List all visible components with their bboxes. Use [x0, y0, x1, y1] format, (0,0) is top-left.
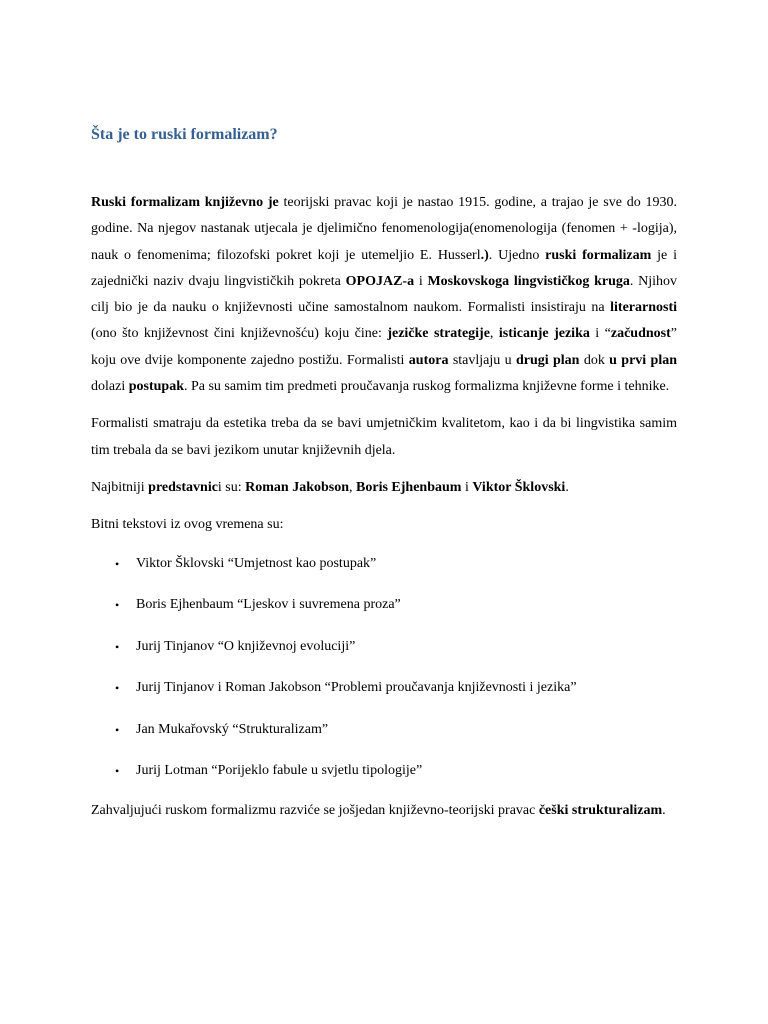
- bold-text-run: jezičke strategije: [387, 326, 490, 342]
- text-run: je i zajednički naziv dvaju lingvističkih pokreta: [91, 247, 677, 289]
- text-run: i: [414, 273, 428, 289]
- text-run: . Pa su samim tim predmeti proučavanja ruskog formalizma književne forme i tehnike.: [183, 379, 670, 395]
- text-run: dok: [579, 352, 610, 368]
- text-run: dolazi: [91, 379, 129, 395]
- list-item-text: Jurij Lotman “Porijeklo fabule u svjetlu tipologije”: [136, 763, 423, 779]
- text-run: .: [565, 479, 569, 495]
- bold-text-run: autora: [408, 352, 449, 368]
- bold-text-run: isticanje jezika: [498, 326, 590, 342]
- list-item: [91, 675, 677, 717]
- bold-text-run: Moskovskoga lingvističkog kruga: [427, 273, 630, 289]
- bullet-icon: •: [115, 639, 120, 654]
- text-run: i su:: [217, 479, 246, 495]
- text-run: ,: [489, 326, 499, 342]
- bold-text-run: Viktor Šklovski: [472, 479, 566, 495]
- bullet-icon: •: [115, 722, 120, 737]
- paragraph-representatives: [91, 475, 677, 501]
- bold-text-run: drugi plan: [515, 352, 580, 368]
- list-item-text: Jurij Tinjanov “O književnoj evoluciji”: [136, 638, 356, 654]
- bold-text-run: češki strukturalizam: [538, 802, 663, 818]
- list-item: [91, 717, 677, 759]
- paragraph-aesthetics: [91, 411, 677, 464]
- text-run: i “: [589, 326, 611, 342]
- text-run: .: [662, 802, 666, 818]
- bold-text-run: postupak: [128, 379, 184, 395]
- paragraph-conclusion: [91, 798, 677, 824]
- text-run: ” koju ove dvije komponente zajedno postižu. Formalisti: [91, 326, 677, 368]
- document-body: [91, 190, 677, 824]
- bullet-icon: •: [115, 681, 120, 696]
- paragraph-texts-intro: Bitni tekstovi iz ovog vremena su:: [91, 517, 284, 533]
- bold-text-run: predstavnic: [148, 479, 218, 495]
- bold-text-run: Roman Jakobson: [245, 479, 350, 495]
- bold-text-run: Boris Ejhenbaum: [356, 479, 462, 495]
- bold-text-run: začudnost: [610, 326, 671, 342]
- important-texts-list: [91, 551, 677, 800]
- list-item: [91, 592, 677, 634]
- text-run: Zahvaljujući ruskom formalizmu razviće se jošjedan književno-teorijski pravac: [91, 802, 539, 818]
- bold-text-run: ruski formalizam: [545, 247, 652, 263]
- paragraph-intro: [91, 190, 677, 400]
- list-item: [91, 758, 677, 800]
- bullet-icon: •: [115, 598, 120, 613]
- bold-text-run: literarnosti: [610, 300, 677, 316]
- bold-text-run: Ruski formalizam književno je: [91, 195, 279, 210]
- list-item-text: Boris Ejhenbaum “Ljeskov i suvremena proza”: [136, 597, 401, 613]
- list-item: [91, 634, 677, 676]
- bold-text-run: OPOJAZ-a: [345, 273, 415, 289]
- bullet-icon: •: [115, 764, 120, 779]
- list-item-text: Jurij Tinjanov i Roman Jakobson “Problemi proučavanja književnosti i jezika”: [136, 680, 577, 696]
- bold-text-run: u prvi plan: [609, 352, 678, 368]
- bullet-icon: •: [115, 556, 120, 571]
- bold-text-run: .): [480, 247, 489, 263]
- text-run: . Njihov cilj bio je da nauku o književnosti učine samostalnom naukom. Formalisti insistiraju na: [91, 273, 677, 316]
- text-run: ,: [349, 479, 357, 495]
- text-run: stavljaju u: [448, 352, 516, 368]
- list-item-text: Jan Mukařovský “Strukturalizam”: [136, 721, 329, 737]
- list-item: [91, 551, 677, 593]
- page-title: Šta je to ruski formalizam?: [91, 126, 278, 143]
- text-run: Formalisti smatraju da estetika treba da se bavi umjetničkim kvalitetom, kao i da bi lingvistika samim tim trebala da se bavi jezikom unutar književnih djela.: [91, 416, 677, 458]
- list-item-text: Viktor Šklovski “Umjetnost kao postupak”: [136, 555, 377, 571]
- text-run: i: [461, 479, 473, 495]
- text-run: . Ujedno: [488, 247, 546, 263]
- text-run: Najbitniji: [91, 479, 149, 495]
- text-run: (ono što književnost čini književnošću) koju čine:: [91, 326, 388, 342]
- text-run: teorijski pravac koji je nastao 1915. godine, a trajao je sve do 1930. godine. Na njegov nastanak utjecala je djelimično fenomenologija(enomenologija (fenomen + -logija), nauk o fenomenima; filozofski pokret koji je utemeljio E. Husserl: [91, 195, 677, 263]
